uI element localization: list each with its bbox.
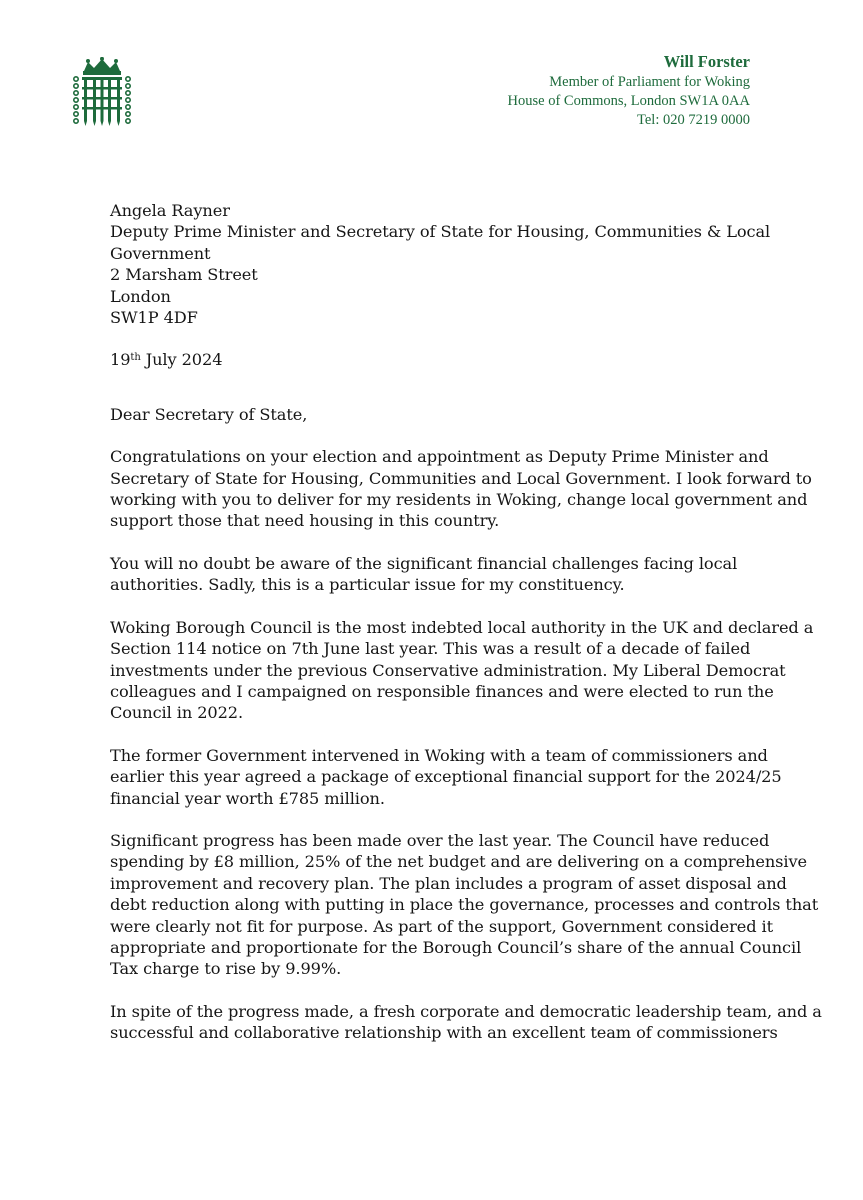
paragraph-line: improvement and recovery plan. The plan includes a program of asset disposal and	[110, 873, 787, 893]
paragraph-line: investments under the previous Conservative administration. My Liberal Democrat	[110, 660, 786, 680]
paragraph-line: colleagues and I campaigned on responsible finances and were elected to run the	[110, 681, 774, 701]
mp-name: Will Forster	[663, 52, 750, 71]
paragraph-line: In spite of the progress made, a fresh corporate and democratic leadership team, and a	[110, 1001, 822, 1021]
mp-address: House of Commons, London SW1A 0AA	[507, 93, 750, 109]
recipient-street: 2 Marsham Street	[110, 265, 258, 285]
date-day: 19	[110, 350, 131, 370]
paragraph-line: financial year worth £785 million.	[110, 788, 385, 808]
paragraph-line: The former Government intervened in Woking with a team of commissioners and	[110, 745, 768, 765]
paragraph-line: support those that need housing in this country.	[110, 511, 500, 531]
paragraph-line: debt reduction along with putting in place the governance, processes and controls that	[110, 895, 819, 915]
paragraph-line: appropriate and proportionate for the Borough Council’s share of the annual Council	[110, 937, 802, 957]
paragraph-former-government	[110, 745, 782, 809]
recipient-city: London	[110, 286, 171, 306]
recipient-title-cont: Government	[110, 243, 211, 263]
paragraph-woking-council	[110, 617, 814, 724]
paragraph-line: were clearly not fit for purpose. As part of the support, Government considered it	[110, 916, 774, 936]
letterhead	[508, 52, 750, 130]
letter-date	[110, 349, 770, 370]
paragraph-in-spite	[110, 1001, 822, 1044]
paragraph-financial-challenges	[110, 553, 770, 596]
paragraph-line: Woking Borough Council is the most indebted local authority in the UK and declared a	[110, 617, 814, 637]
mp-telephone: Tel: 020 7219 0000	[637, 112, 750, 128]
paragraph-line: Tax charge to rise by 9.99%.	[110, 959, 342, 979]
date-month-year: July 2024	[145, 350, 223, 370]
date-suffix: th	[130, 352, 141, 364]
salutation: Dear Secretary of State,	[110, 404, 308, 424]
paragraph-line: Congratulations on your election and appointment as Deputy Prime Minister and	[110, 447, 769, 467]
paragraph-line: Section 114 notice on 7th June last year. This was a result of a decade of failed	[110, 639, 751, 659]
paragraph-line: Council in 2022.	[110, 703, 244, 723]
recipient-postcode: SW1P 4DF	[110, 308, 198, 328]
paragraph-line: earlier this year agreed a package of exceptional financial support for the 2024/25	[110, 767, 782, 787]
paragraph-line: Secretary of State for Housing, Communities and Local Government. I look forward to	[110, 468, 812, 488]
paragraph-line: Significant progress has been made over the last year. The Council have reduced	[110, 830, 770, 850]
letter-body	[110, 200, 822, 1044]
paragraph-line: working with you to deliver for my residents in Woking, change local government and	[110, 490, 808, 510]
recipient-address	[110, 200, 770, 328]
recipient-name: Angela Rayner	[110, 201, 230, 220]
paragraph-line: You will no doubt be aware of the significant financial challenges facing local	[110, 553, 738, 573]
paragraph-congratulations	[110, 446, 812, 532]
mp-role: Member of Parliament for Woking	[549, 74, 750, 90]
paragraph-line: successful and collaborative relationship with an excellent team of commissioners	[110, 1023, 778, 1043]
recipient-title: Deputy Prime Minister and Secretary of State for Housing, Communities & Local	[110, 222, 771, 242]
paragraph-line: authorities. Sadly, this is a particular issue for my constituency.	[110, 575, 625, 595]
portcullis-emblem-icon	[70, 57, 134, 131]
paragraph-line: spending by £8 million, 25% of the net budget and are delivering on a comprehensive	[110, 852, 807, 872]
paragraph-progress	[110, 830, 819, 980]
